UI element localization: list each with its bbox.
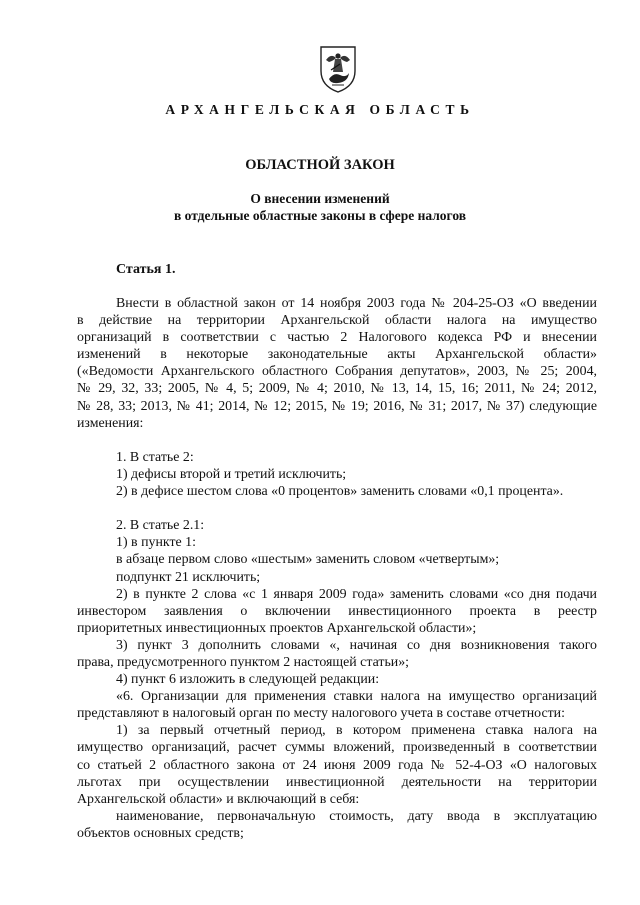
region-title: АРХАНГЕЛЬСКАЯ ОБЛАСТЬ <box>165 102 475 117</box>
body-line: 2. В статье 2.1: <box>116 518 205 534</box>
subtitle-line: О внесении изменений <box>250 191 390 206</box>
paragraph-gap <box>77 500 597 517</box>
body-line: инвестором заявления о включении инвестиционного проекта в реестр <box>77 603 597 619</box>
article-heading: Статья 1. <box>116 262 176 277</box>
body-line: со статьей 2 областного закона от 24 июня 2009 года № 52-4-ОЗ «О налоговых <box>77 757 597 773</box>
body-line: 1) в пункте 1: <box>116 535 196 551</box>
law-subtitle <box>0 190 640 224</box>
body-line: изменения: <box>77 415 144 431</box>
arkhangelsk-coat-of-arms-icon <box>318 44 358 94</box>
body-line: Внести в областной закон от 14 ноября 2003 года № 204-25-ОЗ «О введении <box>116 296 597 311</box>
body-line: изменений в некоторые законодательные акты Архангельской области» <box>77 347 597 363</box>
body-line: 2) в пункте 2 слова «с 1 января 2009 года» заменить словами «со дня подачи <box>116 586 597 602</box>
body-line: Архангельской области» и включающий в себя: <box>77 791 360 807</box>
body-line: 3) пункт 3 дополнить словами «, начиная со дня возникновения такого <box>116 637 597 653</box>
body-line: в абзаце первом слово «шестым» заменить словом «четвертым»; <box>116 552 500 568</box>
body-line: 1) за первый отчетный период, в котором применена ставка налога на <box>116 723 597 739</box>
body-line: организаций в соответствии с частью 2 Налогового кодекса РФ и внесении <box>77 330 597 346</box>
paragraph-gap <box>77 432 597 449</box>
body-line: № 28, 33; 2013, № 41; 2014, № 12; 2015, № 19; 2016, № 31; 2017, № 37) следующие <box>77 398 597 414</box>
body-line: льготах при осуществлении инвестиционной деятельности на территории <box>77 774 597 790</box>
body-line: («Ведомости Архангельского областного Собрания депутатов», 2003, № 25; 2004, <box>77 364 597 380</box>
body-line: наименование, первоначальную стоимость, дату ввода в эксплуатацию <box>116 808 597 824</box>
body-line: объектов основных средств; <box>77 825 244 841</box>
body-line: подпункт 21 исключить; <box>116 569 261 585</box>
subtitle-line: в отдельные областные законы в сфере налогов <box>173 208 467 223</box>
body-line: 1) дефисы второй и третий исключить; <box>116 466 347 482</box>
body-line: № 29, 32, 33; 2005, № 4, 5; 2009, № 4; 2010, № 13, 14, 15, 16; 2011, № 24; 2012, <box>77 381 597 397</box>
body-line: 1. В статье 2: <box>116 449 194 465</box>
body-line: 2) в дефисе шестом слова «0 процентов» заменить словами «0,1 процента». <box>116 484 564 500</box>
law-type-title: ОБЛАСТНОЙ ЗАКОН <box>245 157 395 173</box>
body-line: приоритетных инвестиционных проектов Архангельской области»; <box>77 620 477 636</box>
body-line: имущество организаций, расчет суммы вложений, произведенный в соответствии <box>77 740 597 756</box>
document-body <box>77 295 597 842</box>
body-line: в действие на территории Архангельской области налога на имущество <box>77 313 597 329</box>
body-line: 4) пункт 6 изложить в следующей редакции: <box>116 672 380 688</box>
body-line: представляют в налоговый орган по месту налогового учета в составе отчетности: <box>77 706 565 722</box>
body-line: «6. Организации для применения ставки налога на имущество организаций <box>116 689 597 705</box>
body-line: права, предусмотренного пунктом 2 настоящей статьи»; <box>77 654 410 670</box>
